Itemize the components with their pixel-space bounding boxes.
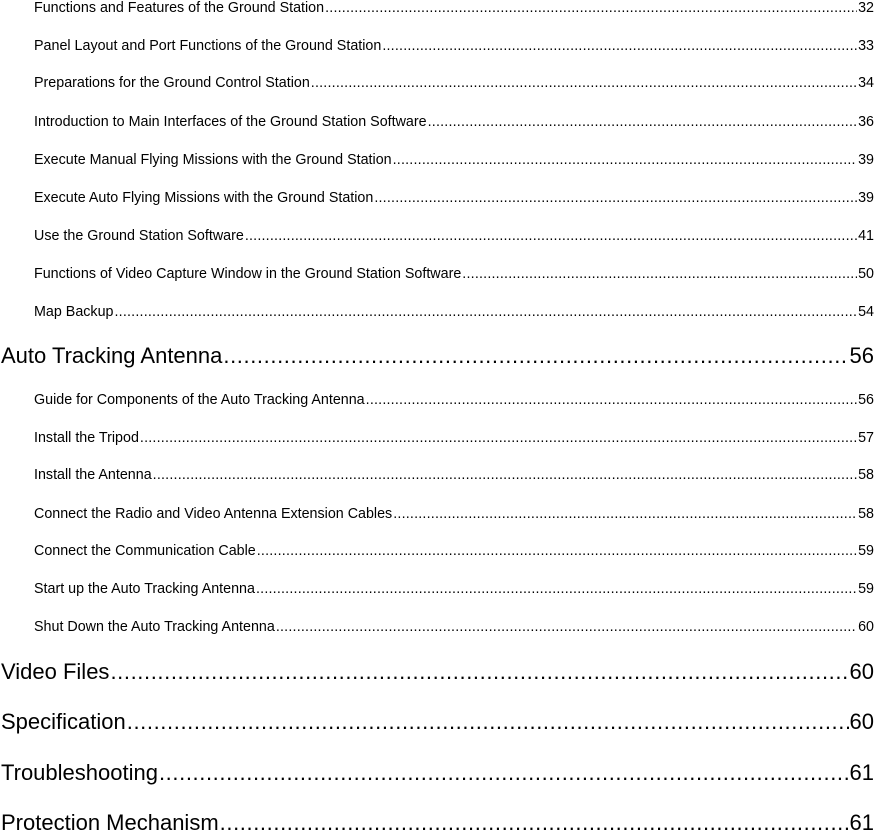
toc-entry-title: Install the Tripod (34, 430, 139, 446)
toc-chapter-title: Specification (1, 709, 126, 734)
toc-entry-title: Install the Antenna (34, 467, 152, 483)
toc-chapter[interactable] (1, 707, 874, 737)
toc-chapter-page: 60 (849, 709, 874, 734)
dot-leader (223, 341, 848, 371)
toc-entry-title: Start up the Auto Tracking Antenna (34, 581, 255, 597)
toc-entry-page: 58 (858, 467, 874, 483)
toc-entry[interactable] (34, 504, 874, 524)
toc-entry[interactable] (34, 226, 874, 246)
toc-entry-page: 33 (858, 38, 874, 54)
dot-leader (257, 541, 857, 561)
dot-leader (374, 188, 857, 208)
toc-entry[interactable] (34, 150, 874, 170)
toc-chapter-page: 60 (849, 659, 874, 684)
toc-entry-page: 54 (858, 304, 874, 320)
toc-chapter[interactable] (1, 341, 874, 371)
toc-entry-page: 57 (858, 430, 874, 446)
dot-leader (325, 0, 857, 18)
toc-entry[interactable] (34, 390, 874, 410)
dot-leader (153, 465, 857, 485)
toc-chapter-page: 61 (849, 760, 874, 785)
toc-entry-title: Guide for Components of the Auto Tracking Antenna (34, 392, 365, 408)
dot-leader (428, 112, 858, 132)
toc-chapter-title: Protection Mechanism (1, 810, 219, 833)
toc-entry-page: 32 (858, 0, 874, 16)
dot-leader (127, 707, 849, 737)
toc-entry-title: Shut Down the Auto Tracking Antenna (34, 619, 275, 635)
dot-leader (393, 504, 857, 524)
toc-chapter-title: Video Files (1, 659, 110, 684)
toc-entry-page: 59 (858, 543, 874, 559)
toc-chapter[interactable] (1, 657, 874, 687)
toc-entry-title: Functions of Video Capture Window in the Ground Station Software (34, 266, 462, 282)
toc-entry-title: Introduction to Main Interfaces of the Ground Station Software (34, 114, 427, 130)
toc-entry-title: Connect the Communication Cable (34, 543, 256, 559)
toc-entry-page: 34 (858, 75, 874, 91)
toc-entry-title: Use the Ground Station Software (34, 228, 244, 244)
toc-entry-page: 36 (858, 114, 874, 130)
dot-leader (140, 428, 857, 448)
toc-entry[interactable] (34, 73, 874, 93)
dot-leader (311, 73, 857, 93)
toc-entry-title: Connect the Radio and Video Antenna Extension Cables (34, 506, 393, 522)
toc-entry[interactable] (34, 302, 874, 322)
toc-entry[interactable] (34, 0, 874, 18)
toc-chapter[interactable] (1, 758, 874, 788)
toc-entry-page: 59 (858, 581, 874, 597)
dot-leader (256, 579, 857, 599)
toc-entry-page: 50 (858, 266, 874, 282)
toc-chapter[interactable] (1, 808, 874, 833)
dot-leader (366, 390, 857, 410)
toc-entry-title: Functions and Features of the Ground Station (34, 0, 325, 16)
toc-entry-page: 58 (858, 506, 874, 522)
toc-entry[interactable] (34, 465, 874, 485)
toc-entry[interactable] (34, 112, 874, 132)
toc-chapter-title: Troubleshooting (1, 760, 158, 785)
dot-leader (159, 758, 849, 788)
dot-leader (110, 657, 848, 687)
toc-chapter-page: 56 (849, 343, 874, 368)
toc-entry[interactable] (34, 617, 874, 637)
toc-entry-page: 56 (858, 392, 874, 408)
toc-entry[interactable] (34, 541, 874, 561)
toc-entry-page: 41 (858, 228, 874, 244)
dot-leader (382, 36, 857, 56)
dot-leader (462, 264, 857, 284)
toc-entry-page: 39 (858, 190, 874, 206)
dot-leader (220, 808, 849, 833)
dot-leader (245, 226, 857, 246)
toc-entry[interactable] (34, 36, 874, 56)
toc-entry-title: Map Backup (34, 304, 114, 320)
dot-leader (276, 617, 857, 637)
dot-leader (393, 150, 857, 170)
toc-entry[interactable] (34, 188, 874, 208)
dot-leader (114, 302, 857, 322)
toc-entry-page: 39 (858, 152, 874, 168)
toc-entry[interactable] (34, 264, 874, 284)
toc-entry-title: Panel Layout and Port Functions of the Ground Station (34, 38, 382, 54)
toc-chapter-page: 61 (849, 810, 874, 833)
toc-entry-page: 60 (858, 619, 874, 635)
toc-entry-title: Execute Auto Flying Missions with the Ground Station (34, 190, 374, 206)
toc-entry[interactable] (34, 428, 874, 448)
toc-entry-title: Preparations for the Ground Control Station (34, 75, 310, 91)
toc-chapter-title: Auto Tracking Antenna (1, 343, 223, 368)
toc-entry[interactable] (34, 579, 874, 599)
toc-entry-title: Execute Manual Flying Missions with the Ground Station (34, 152, 392, 168)
